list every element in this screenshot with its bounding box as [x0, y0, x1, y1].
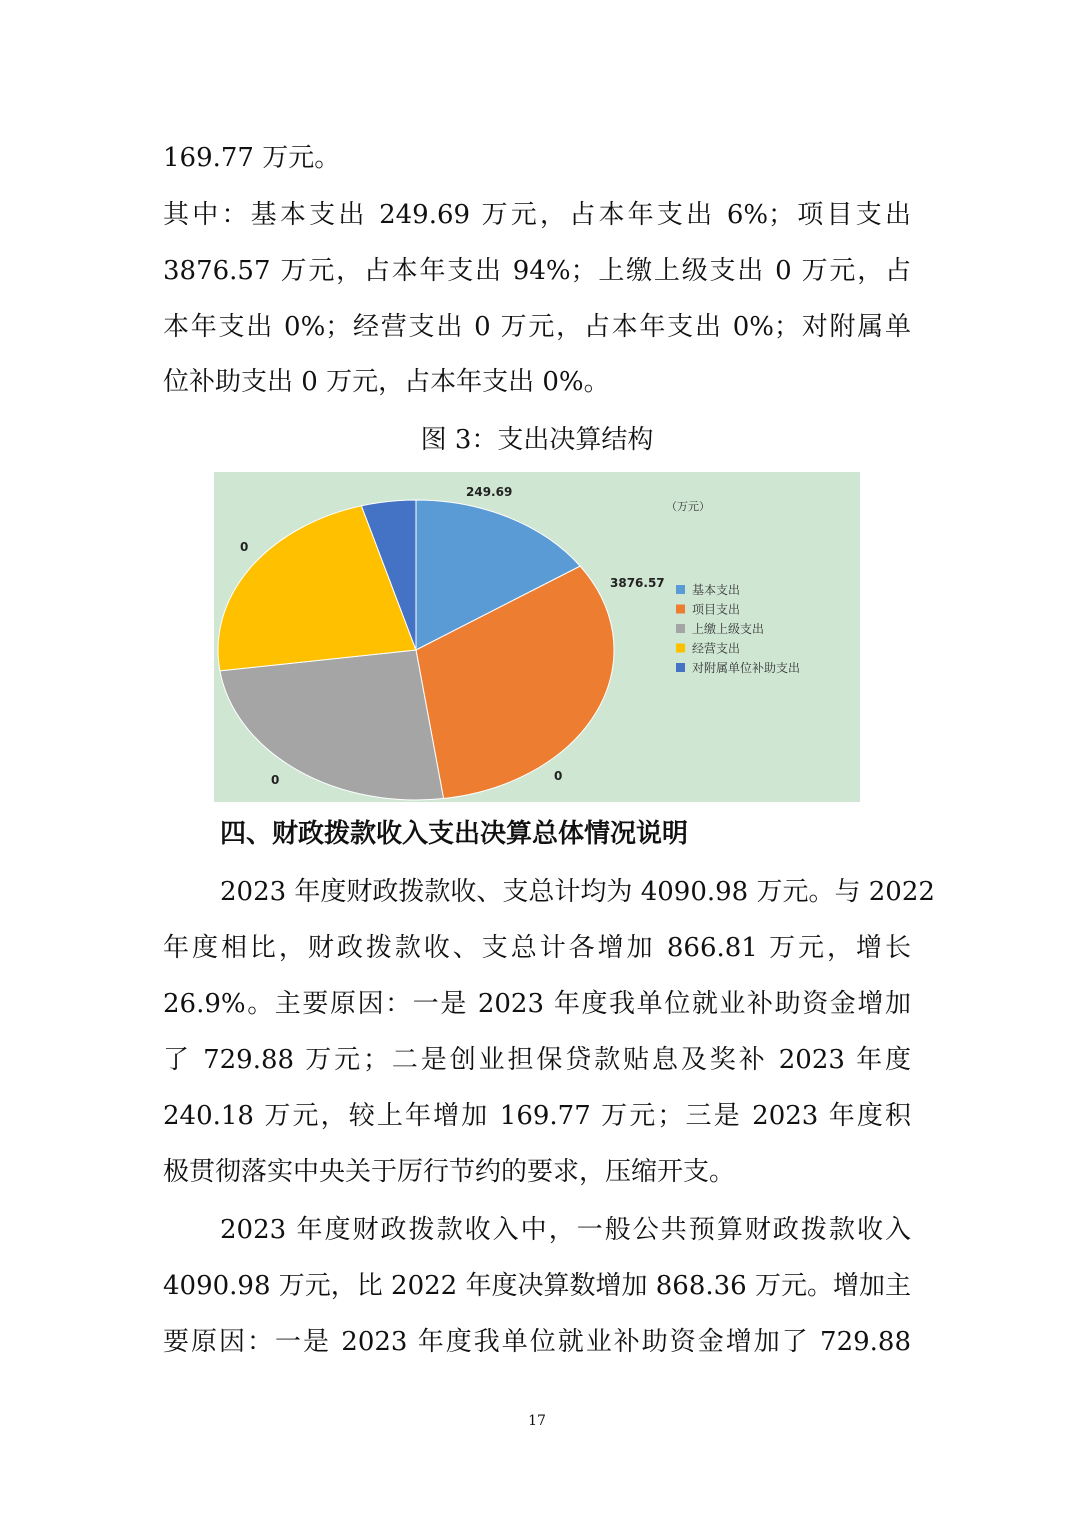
legend-label: 基本支出	[692, 583, 741, 597]
text-line: 3876.57 万元，占本年支出 94%；上缴上级支出 0 万元，占	[163, 256, 911, 286]
text-line: 其中：基本支出 249.69 万元，占本年支出 6%；项目支出	[163, 200, 911, 230]
legend-swatch	[676, 605, 685, 614]
section-heading: 四、财政拨款收入支出决算总体情况说明	[220, 819, 689, 849]
page-number: 17	[528, 1413, 546, 1429]
data-label: 0	[554, 769, 563, 783]
text-line: 4090.98 万元，比 2022 年度决算数增加 868.36 万元。增加主	[163, 1271, 911, 1301]
data-label: 3876.57	[610, 576, 665, 590]
legend	[676, 582, 800, 675]
legend-label: 项目支出	[692, 602, 741, 617]
unit-label: （万元）	[666, 500, 710, 513]
text-line: 240.18 万元，较上年增加 169.77 万元；三是 2023 年度积	[163, 1101, 911, 1131]
text-line: 要原因：一是 2023 年度我单位就业补助资金增加了 729.88	[163, 1327, 911, 1357]
legend-swatch	[676, 644, 685, 653]
text-line: 2023 年度财政拨款收入中，一般公共预算财政拨款收入	[220, 1215, 911, 1245]
legend-label: 上缴上级支出	[692, 622, 765, 636]
text-line: 2023 年度财政拨款收、支总计均为 4090.98 万元。与 2022	[220, 877, 935, 907]
pie-chart-svg	[214, 472, 860, 802]
text-line: 位补助支出 0 万元，占本年支出 0%。	[163, 367, 610, 397]
data-label: 0	[271, 773, 280, 787]
legend-label: 对附属单位补助支出	[692, 661, 801, 675]
legend-swatch	[676, 663, 685, 672]
data-label: 0	[240, 540, 249, 554]
figure-caption: 图 3：支出决算结构	[420, 425, 654, 455]
text-line: 169.77 万元。	[163, 143, 341, 173]
text-line: 了 729.88 万元；二是创业担保贷款贴息及奖补 2023 年度	[163, 1045, 911, 1075]
legend-swatch	[676, 585, 685, 594]
pie-slice	[220, 650, 444, 800]
text-line: 本年支出 0%；经营支出 0 万元，占本年支出 0%；对附属单	[163, 312, 911, 342]
text-line: 极贯彻落实中央关于厉行节约的要求，压缩开支。	[163, 1157, 736, 1187]
text-line: 年度相比，财政拨款收、支总计各增加 866.81 万元，增长	[163, 933, 911, 963]
text-line: 26.9%。主要原因：一是 2023 年度我单位就业补助资金增加	[163, 989, 911, 1019]
data-label: 249.69	[466, 485, 513, 499]
legend-label: 经营支出	[692, 641, 741, 656]
legend-swatch	[676, 624, 685, 633]
pie-chart	[214, 472, 860, 802]
